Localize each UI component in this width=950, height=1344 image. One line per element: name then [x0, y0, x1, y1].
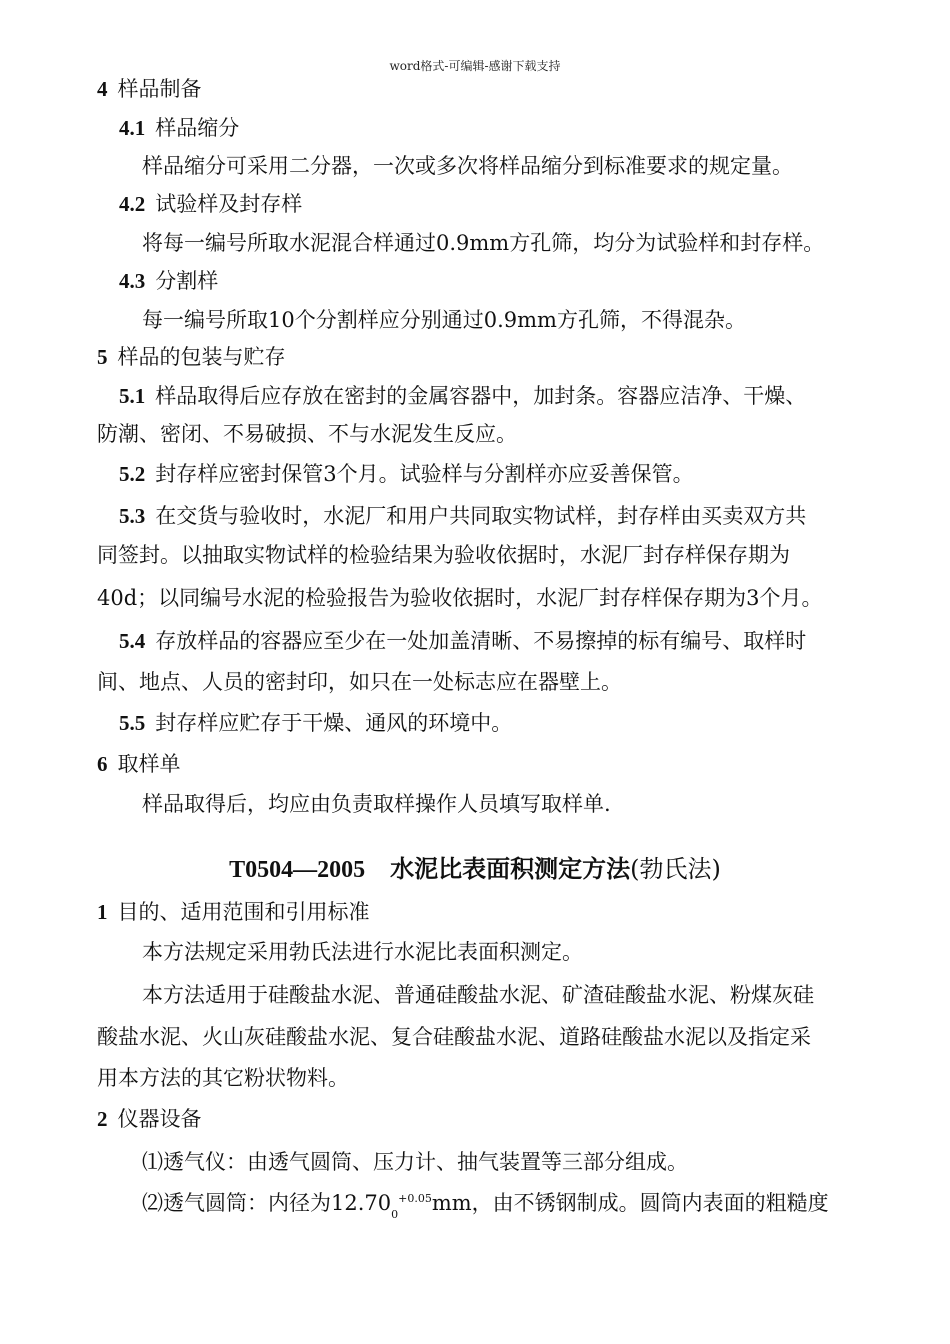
paragraph-continuation: 防潮、密闭、不易破损、不与水泥发生反应。 — [97, 422, 517, 446]
paragraph: 样品取得后，均应由负责取样操作人员填写取样单. — [142, 792, 611, 816]
paragraph: 每一编号所取10个分割样应分别通过0.9mm方孔筛，不得混杂。 — [142, 308, 746, 332]
section-number: 4.3 — [119, 269, 146, 293]
section-6-heading — [97, 750, 181, 778]
section-5-3-line1 — [119, 502, 806, 530]
paragraph-continuation: 同签封。以抽取实物试样的检验结果为验收依据时，水泥厂封存样保存期为 — [97, 543, 790, 567]
section-5-5-line — [119, 709, 512, 737]
paragraph: 本方法规定采用勃氏法进行水泥比表面积测定。 — [142, 940, 583, 964]
paragraph-text: 在交货与验收时，水泥厂和用户共同取实物试样，封存样由买卖双方共 — [155, 504, 807, 528]
section-number: 5.2 — [119, 462, 146, 486]
section-number: 4.1 — [119, 116, 146, 140]
section-number: 2 — [97, 1107, 108, 1131]
section-1-heading — [97, 898, 370, 926]
list-item — [142, 1189, 829, 1221]
paragraph: 将每一编号所取水泥混合样通过0.9mm方孔筛，均分为试验样和封存样。 — [142, 231, 825, 255]
paragraph: 样品缩分可采用二分器，一次或多次将样品缩分到标准要求的规定量。 — [142, 154, 793, 178]
paragraph-text: 样品取得后应存放在密封的金属容器中，加封条。容器应洁净、干燥、 — [155, 384, 807, 408]
tolerance-upper: +0.05 — [398, 1192, 432, 1205]
section-title: 样品缩分 — [155, 116, 240, 140]
paragraph-continuation: 用本方法的其它粉状物料。 — [97, 1066, 349, 1090]
section-title: 仪器设备 — [117, 1107, 202, 1131]
paragraph-text: 封存样应密封保管3个月。试验样与分割样亦应妥善保管。 — [155, 462, 694, 486]
section-4-heading — [97, 75, 202, 103]
standard-code: T0504—2005 — [229, 857, 366, 883]
list-item: ⑴透气仪：由透气圆筒、压力计、抽气装置等三部分组成。 — [142, 1150, 688, 1174]
paragraph-continuation: 间、地点、人员的密封印，如只在一处标志应在器壁上。 — [97, 670, 622, 694]
paragraph-continuation: 40d；以同编号水泥的检验报告为验收依据时，水泥厂封存样保存期为3个月。 — [97, 586, 823, 610]
section-number: 6 — [97, 752, 108, 776]
section-5-4-line1 — [119, 627, 806, 655]
section-5-2-line — [119, 460, 694, 488]
paragraph-text: 封存样应贮存于干燥、通风的环境中。 — [155, 711, 513, 735]
tolerance-lower: 0 — [391, 1208, 399, 1221]
section-number: 1 — [97, 900, 108, 924]
section-title: 试验样及封存样 — [155, 192, 303, 216]
section-title: 分割样 — [155, 269, 219, 293]
section-number: 4 — [97, 77, 108, 101]
section-4-3-heading — [119, 267, 218, 295]
section-2-heading — [97, 1105, 202, 1133]
page-header: word格式-可编辑-感谢下载支持 — [389, 59, 561, 73]
section-title: 样品制备 — [117, 77, 202, 101]
document-title — [0, 849, 950, 884]
section-title: 取样单 — [117, 752, 181, 776]
item-text: mm，由不锈钢制成。圆筒内表面的粗糙度 — [431, 1191, 829, 1215]
section-number: 5.3 — [119, 504, 146, 528]
section-4-2-heading — [119, 190, 302, 218]
title-name: 水泥比表面积测定方法 — [390, 854, 631, 883]
item-text: ⑵透气圆筒：内径为12.70 — [142, 1191, 392, 1215]
section-5-heading — [97, 343, 286, 371]
paragraph: 本方法适用于硅酸盐水泥、普通硅酸盐水泥、矿渣硅酸盐水泥、粉煤灰硅 — [142, 983, 814, 1007]
section-title: 样品的包装与贮存 — [117, 345, 286, 369]
section-4-1-heading — [119, 114, 239, 142]
section-number: 5.1 — [119, 384, 146, 408]
section-title: 目的、适用范围和引用标准 — [117, 900, 370, 924]
paragraph-text: 存放样品的容器应至少在一处加盖清晰、不易擦掉的标有编号、取样时 — [155, 629, 807, 653]
section-number: 4.2 — [119, 192, 146, 216]
section-5-1-line1 — [119, 382, 806, 410]
paragraph-continuation: 酸盐水泥、火山灰硅酸盐水泥、复合硅酸盐水泥、道路硅酸盐水泥以及指定采 — [97, 1025, 811, 1049]
section-number: 5.4 — [119, 629, 146, 653]
section-number: 5 — [97, 345, 108, 369]
section-number: 5.5 — [119, 711, 146, 735]
title-suffix: (勃氏法) — [630, 855, 721, 883]
